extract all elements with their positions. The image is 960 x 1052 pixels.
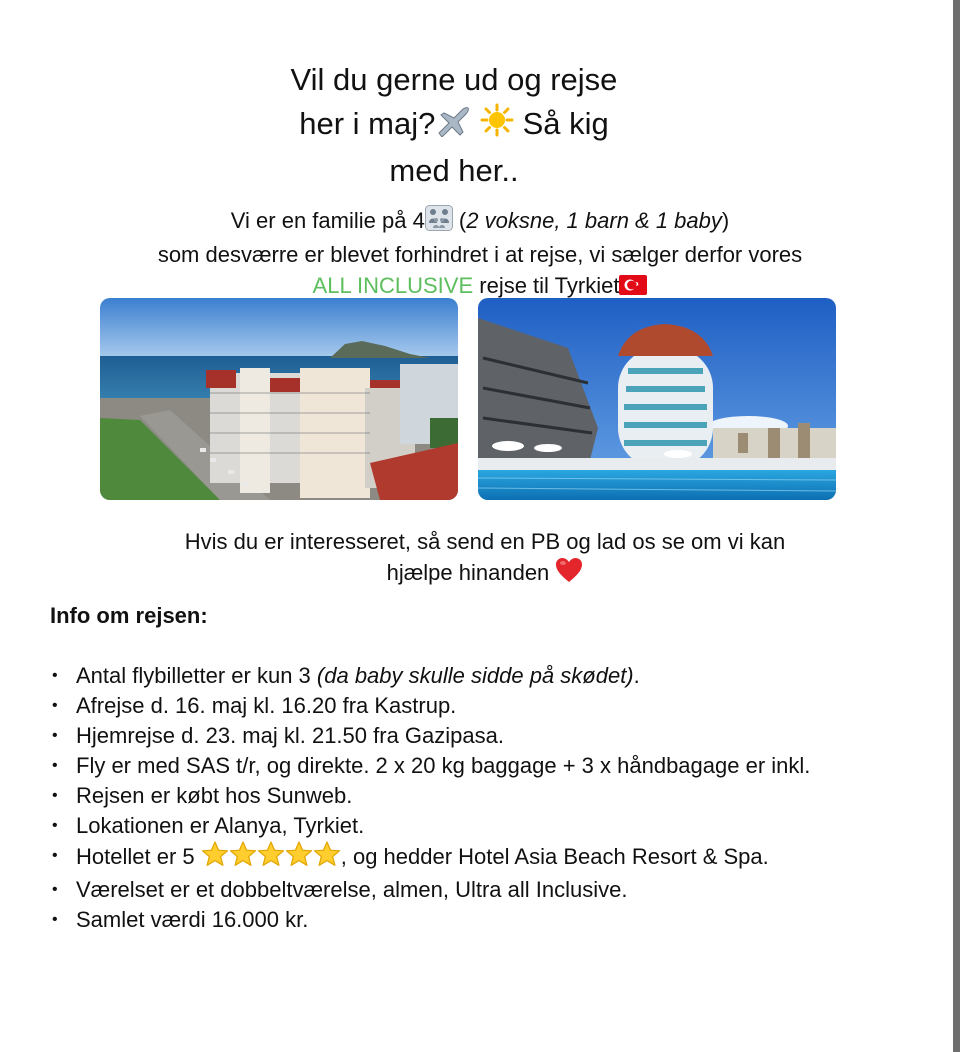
- intro-family-text: Vi er en familie på 4: [230, 208, 425, 233]
- star-icon: [229, 841, 257, 867]
- intro-destination: rejse til Tyrkiet: [473, 273, 620, 299]
- fact-text: Fly er med SAS t/r, og direkte. 2 x 20 kg baggage + 3 x håndbagage er inkl.: [76, 753, 811, 778]
- list-item: [50, 751, 930, 781]
- cta-line-1: Hvis du er interesseret, så send en PB og lad os se om vi kan: [184, 529, 786, 554]
- bullet: •: [52, 817, 58, 834]
- sun-icon: [480, 103, 514, 149]
- hotel-pool-tower-photo: [478, 298, 836, 500]
- list-item: [50, 781, 930, 811]
- list-item: [50, 721, 930, 751]
- fact-text: Hjemrejse d. 23. maj kl. 21.50 fra Gazipasa.: [76, 723, 504, 748]
- fact-text: Samlet værdi 16.000 kr.: [76, 907, 309, 932]
- fact-note: (da baby skulle sidde på skødet): [316, 663, 634, 688]
- fact-text: Værelset er et dobbeltværelse, almen, Ultra all Inclusive.: [76, 877, 628, 902]
- list-item: [50, 875, 930, 905]
- post-title: [180, 58, 728, 193]
- bullet: •: [52, 911, 58, 928]
- list-item: [50, 811, 930, 841]
- paren-open: (: [452, 208, 467, 233]
- family-icon: [425, 205, 453, 239]
- list-item: [50, 841, 930, 875]
- fact-text: Hotellet er 5: [76, 844, 201, 869]
- title-line-2-start: her i maj?: [299, 106, 436, 141]
- star-icon: [201, 841, 229, 867]
- scrollbar[interactable]: [953, 0, 960, 1052]
- intro-text: [60, 205, 900, 303]
- list-item: [50, 661, 930, 691]
- fact-text: Afrejse d. 16. maj kl. 16.20 fra Kastrup.: [76, 693, 457, 718]
- bullet: •: [52, 757, 58, 774]
- cta-line-2-text: hjælpe hinanden: [386, 560, 556, 585]
- info-heading: Info om rejsen:: [50, 603, 208, 628]
- list-item: [50, 691, 930, 721]
- intro-line-2: som desværre er blevet forhindret i at rejse, vi sælger derfor vores: [157, 242, 803, 268]
- star-icon: [313, 841, 341, 867]
- bullet: •: [52, 881, 58, 898]
- bullet: •: [52, 727, 58, 744]
- airplane-icon: [435, 103, 471, 149]
- contact-message: [60, 526, 910, 591]
- cta-line-2: [60, 557, 910, 591]
- family-detail: 2 voksne, 1 barn & 1 baby: [466, 208, 722, 233]
- fact-text-end: .: [633, 663, 640, 688]
- trip-facts-list: [50, 661, 930, 935]
- fact-text: Antal flybilletter er kun 3: [76, 663, 317, 688]
- list-item: [50, 905, 930, 935]
- hotel-aerial-photo: [100, 298, 458, 500]
- title-line-1: Vil du gerne ud og rejse: [290, 62, 618, 97]
- title-line-2-end: Så kig: [513, 106, 609, 141]
- bullet: •: [52, 667, 58, 684]
- fact-text-end: , og hedder Hotel Asia Beach Resort & Spa.: [340, 844, 769, 869]
- bullet: •: [52, 847, 58, 864]
- star-icon: [257, 841, 285, 867]
- title-line-3: med her..: [389, 152, 519, 188]
- star-icon: [285, 841, 313, 867]
- fact-text: Rejsen er købt hos Sunweb.: [76, 783, 353, 808]
- all-inclusive-highlight: ALL INCLUSIVE: [312, 273, 474, 299]
- five-star-rating: [201, 841, 341, 875]
- fact-text: Lokationen er Alanya, Tyrkiet.: [76, 813, 365, 838]
- red-heart-icon: [555, 557, 583, 591]
- title-line-2: [180, 102, 728, 149]
- paren-close: ): [721, 208, 730, 233]
- bullet: •: [52, 787, 58, 804]
- intro-line-1: [60, 205, 900, 239]
- bullet: •: [52, 697, 58, 714]
